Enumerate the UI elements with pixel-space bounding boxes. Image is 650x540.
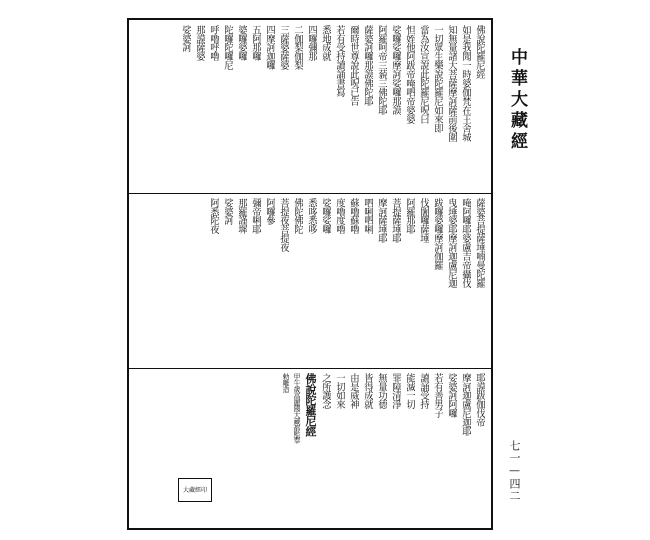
- text-column: 若有善男子: [432, 373, 443, 418]
- text-column: 阿羅那耶: [404, 198, 415, 234]
- text-column: 四囉彌那: [306, 25, 317, 61]
- text-column: 怛姪他阿跋帝唵呬帝婆婆: [404, 25, 415, 124]
- text-column: 罪障清淨: [390, 373, 401, 409]
- text-column: 呼嚕呼嚕: [208, 25, 219, 61]
- text-column: 之所護念: [320, 373, 331, 409]
- text-column: 菩提夜菩提夜: [278, 198, 289, 252]
- text-column: 蘇嚕蘇嚕: [348, 198, 359, 234]
- text-column: 伐闍囉薩埵: [418, 198, 429, 243]
- text-column: 二伽梨伽梨: [292, 25, 303, 70]
- text-column: 五阿那囉: [250, 25, 261, 61]
- text-column: 呬唎呬唎: [362, 198, 373, 234]
- panel-divider: [129, 193, 491, 194]
- text-column: 三薩婆薩婆: [278, 25, 289, 70]
- text-column: 陀囉陀囉尼: [222, 25, 233, 70]
- text-column: 菩提薩埵耶: [390, 198, 401, 243]
- text-column: 薩婆菩提薩埵喃曼陀羅: [474, 198, 485, 288]
- text-column: 那羅謹墀: [236, 198, 247, 234]
- text-column: 若有受持讀誦書寫: [334, 25, 345, 97]
- text-column: 讀誦受持: [418, 373, 429, 409]
- text-column: 薩婆訶囉那謨佛陀耶: [362, 25, 373, 106]
- text-column: 阿羅呵帝三藐三佛陀耶: [376, 25, 387, 115]
- text-column: 曳埵婆耶摩訶迦盧尼迦: [446, 198, 457, 288]
- seal-stamp: 大藏經印: [178, 478, 212, 502]
- text-column: 能滅一切: [404, 373, 415, 409]
- text-column: 阿悉陀夜: [208, 198, 219, 234]
- text-column: 度嚕度嚕: [334, 198, 345, 234]
- text-column: 知無量諸大菩薩摩訶薩前後圍: [446, 25, 457, 142]
- page-frame: [127, 18, 493, 530]
- text-column: 四摩訶迦囉: [264, 25, 275, 70]
- text-column: 阿囉參: [264, 198, 275, 225]
- text-column: 耶謨跋伽伐帝: [474, 373, 485, 427]
- text-column: 無量功德: [376, 373, 387, 409]
- text-column: 如是我聞一時婆伽梵在王舍城: [460, 25, 471, 142]
- text-column: 佛說陀羅尼經: [474, 25, 485, 79]
- text-column: 彌帝唎耶: [250, 198, 261, 234]
- text-column: 娑囉娑囉摩訶娑囉那謨: [390, 25, 401, 115]
- text-column: 摩訶迦盧尼迦耶: [460, 373, 471, 436]
- text-column: 唵阿囉耶婆盧吉帝攝伐: [460, 198, 471, 288]
- text-column: 甲午歲高麗國大藏都監奉: [293, 373, 301, 444]
- text-column: 當為汝宣說此陀羅尼呪曰: [418, 25, 429, 124]
- text-column: 悉哆悉哆: [306, 198, 317, 234]
- text-column: 佛陀佛陀: [292, 198, 303, 234]
- text-column: 那謨薩婆: [194, 25, 205, 61]
- text-column: 由是威神: [348, 373, 359, 409]
- text-column: 勅雕造: [282, 373, 290, 393]
- text-panel-middle: [135, 198, 485, 363]
- text-column: 婆囉婆囉: [236, 25, 247, 61]
- text-column: 娑婆訶: [222, 198, 233, 225]
- text-panel-top: [135, 25, 485, 189]
- text-column: 皆得成就: [362, 373, 373, 409]
- text-panel-bottom: [135, 373, 485, 525]
- panel-divider: [129, 368, 491, 369]
- text-column: 爾時世尊說此呪已告: [348, 25, 359, 106]
- text-column: 一切眾生樂說陀羅尼如來即: [432, 25, 443, 133]
- page-number: 七一—四二: [508, 440, 521, 502]
- side-title: 中華大藏經: [507, 48, 527, 153]
- text-column: 悉地成就: [320, 25, 331, 61]
- text-column: 摩訶薩埵耶: [376, 198, 387, 243]
- text-column: 跋囉婆囉摩訶伽羅: [432, 198, 443, 270]
- text-column: 娑婆訶: [180, 25, 191, 52]
- text-column: 娑婆訶阿囉: [446, 373, 457, 418]
- text-column: 娑囉娑囉: [320, 198, 331, 234]
- text-column: 佛說陀羅尼經: [304, 373, 317, 437]
- text-column: 一切如來: [334, 373, 345, 409]
